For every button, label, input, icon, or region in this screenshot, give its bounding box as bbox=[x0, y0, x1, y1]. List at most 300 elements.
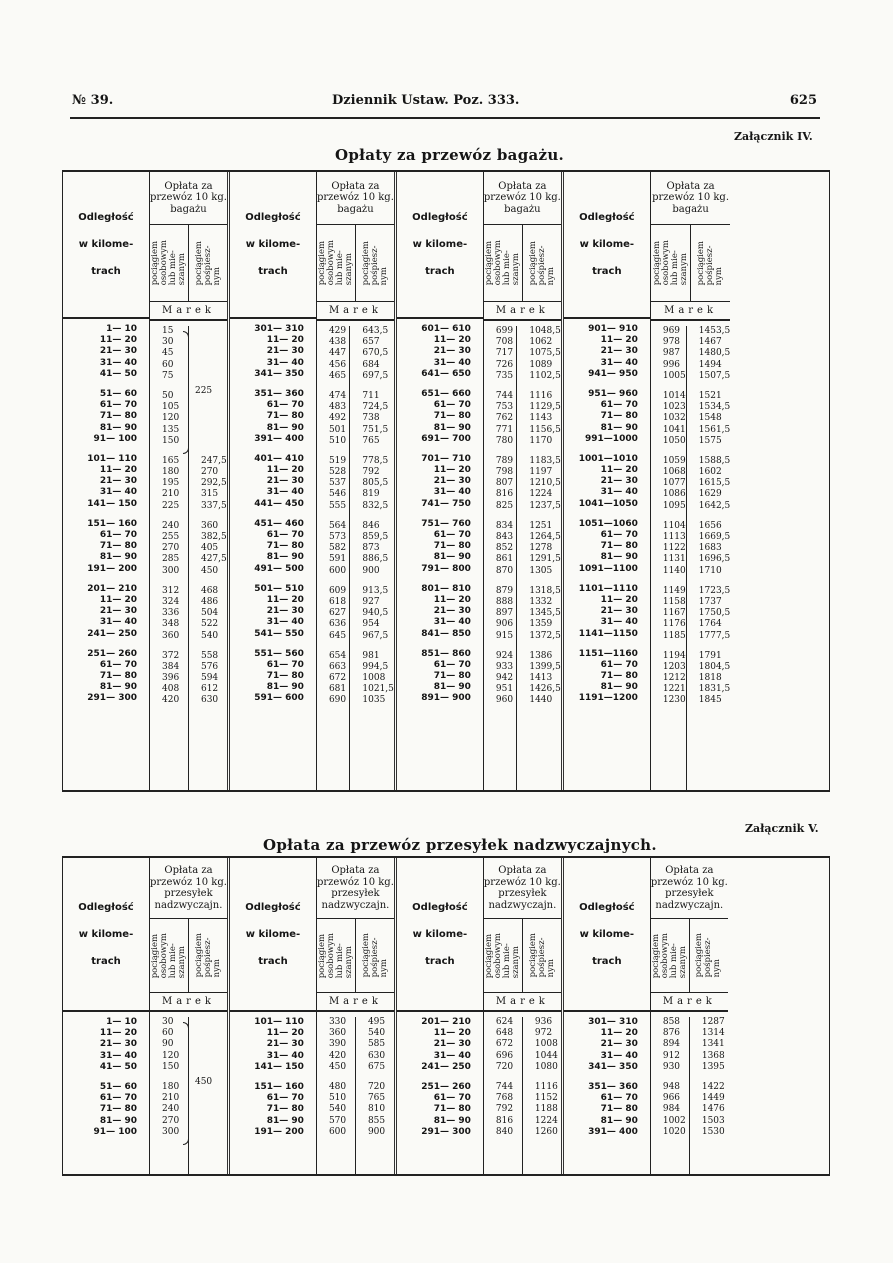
passenger-fee: 834 bbox=[495, 520, 514, 531]
express-fee: 792 bbox=[362, 467, 380, 478]
express-fee: 1602 bbox=[698, 467, 722, 478]
distance-range: 11— 20 bbox=[99, 465, 137, 476]
express-fee: 1440 bbox=[529, 695, 553, 706]
distance-range: 11— 20 bbox=[433, 1028, 471, 1039]
passenger-train-label: pociągiem osobowym lub mie- szanym bbox=[651, 932, 688, 979]
passenger-fee: 906 bbox=[495, 619, 514, 630]
distance-range: 241— 250 bbox=[87, 628, 137, 639]
block-gap bbox=[535, 1073, 561, 1082]
page-header bbox=[72, 93, 817, 115]
distance-range: 21— 30 bbox=[99, 1039, 137, 1050]
distance-range: 291— 300 bbox=[87, 693, 137, 704]
distance-header-line: trach bbox=[592, 266, 622, 277]
express-fee bbox=[201, 337, 227, 348]
passenger-fee: 636 bbox=[328, 619, 347, 630]
distance-range: 51— 60 bbox=[99, 1081, 137, 1092]
passenger-train-label: pociągiem osobowym lub mie- szanym bbox=[317, 932, 354, 979]
passenger-fee-column bbox=[317, 326, 350, 790]
fee-header: Opłata za przewóz 10 kg. przesyłek nadzwyczajn. bbox=[150, 858, 227, 919]
distance-header-line: trach bbox=[91, 266, 121, 277]
express-fee: 292,5 bbox=[200, 478, 227, 489]
column-group bbox=[63, 172, 230, 790]
passenger-fee: 300 bbox=[162, 1126, 180, 1137]
passenger-fee: 1212 bbox=[662, 673, 686, 684]
distance-range: 91— 100 bbox=[93, 1126, 137, 1137]
distance-range: 441— 450 bbox=[254, 498, 304, 509]
express-fee: 495 bbox=[367, 1017, 386, 1027]
block-gap bbox=[663, 512, 686, 521]
distance-range: 1141—1150 bbox=[578, 628, 638, 639]
express-train-label: pociągiem pośpiesz- nym bbox=[696, 240, 725, 286]
distance-header-line: Odległość bbox=[579, 212, 635, 223]
express-train-header bbox=[189, 225, 227, 301]
distance-range: 71— 80 bbox=[433, 411, 471, 422]
express-fee: 1764 bbox=[698, 619, 722, 630]
passenger-fee: 696 bbox=[495, 1050, 514, 1061]
block-gap bbox=[201, 577, 227, 586]
passenger-fee: 75 bbox=[162, 370, 174, 381]
express-fee: 1791 bbox=[698, 650, 722, 661]
distance-range: 1001—1010 bbox=[578, 453, 638, 464]
distance-range: 551— 560 bbox=[254, 648, 304, 659]
distance-range: 11— 20 bbox=[600, 1028, 638, 1039]
express-fee: 468 bbox=[200, 585, 219, 596]
distance-range: 1151—1160 bbox=[578, 648, 638, 659]
express-fee: 594 bbox=[200, 673, 219, 684]
distance-range: 791— 800 bbox=[421, 563, 471, 574]
block-gap bbox=[663, 577, 686, 586]
passenger-fee: 1077 bbox=[662, 478, 686, 489]
express-fee: 967,5 bbox=[362, 630, 389, 641]
passenger-fee: 300 bbox=[162, 565, 180, 576]
distance-values bbox=[230, 319, 316, 705]
distance-range: 451— 460 bbox=[254, 518, 304, 529]
train-type-headers bbox=[150, 919, 227, 993]
flat-express-fee: 225 bbox=[194, 385, 213, 396]
express-fee: 657 bbox=[362, 337, 380, 348]
distance-range: 81— 90 bbox=[433, 1115, 471, 1126]
block-gap bbox=[529, 447, 561, 456]
passenger-fee: 510 bbox=[328, 1093, 347, 1104]
distance-range: 61— 70 bbox=[433, 1093, 471, 1104]
express-fee: 1044 bbox=[534, 1050, 558, 1061]
distance-header-line: trach bbox=[425, 955, 455, 967]
passenger-fee: 438 bbox=[328, 337, 347, 348]
passenger-fee: 840 bbox=[495, 1126, 514, 1137]
express-fee bbox=[201, 371, 227, 382]
distance-range: 391— 400 bbox=[588, 1126, 638, 1137]
fee-values bbox=[150, 321, 227, 790]
distance-range: 701— 710 bbox=[421, 453, 471, 464]
distance-header bbox=[230, 858, 316, 1012]
express-fee: 1399,5 bbox=[529, 661, 561, 672]
passenger-fee: 1158 bbox=[662, 596, 686, 607]
passenger-train-header bbox=[651, 225, 691, 301]
distance-range: 61— 70 bbox=[600, 1093, 638, 1104]
distance-range: 61— 70 bbox=[99, 1093, 137, 1104]
fee-columns bbox=[317, 172, 394, 790]
express-fee: 1260 bbox=[534, 1126, 558, 1137]
express-fee: 886,5 bbox=[362, 554, 389, 565]
passenger-fee: 165 bbox=[162, 455, 180, 466]
distance-range: 71— 80 bbox=[600, 541, 638, 552]
express-fee: 337,5 bbox=[200, 500, 227, 511]
distance-range: 71— 80 bbox=[99, 1104, 137, 1115]
distance-range: 751— 760 bbox=[421, 518, 471, 529]
express-fee: 1341 bbox=[701, 1039, 725, 1050]
express-fee bbox=[201, 1051, 227, 1062]
passenger-fee: 360 bbox=[162, 630, 180, 641]
distance-range: 1191—1200 bbox=[578, 693, 638, 704]
express-fee: 1008 bbox=[534, 1039, 558, 1050]
express-train-label: pociągiem pośpiesz- nym bbox=[193, 240, 222, 286]
passenger-fee: 690 bbox=[328, 695, 347, 706]
passenger-fee-column bbox=[651, 326, 687, 790]
distance-header-line: w kilome- bbox=[579, 239, 635, 250]
passenger-fee: 540 bbox=[328, 1104, 347, 1115]
passenger-train-header bbox=[317, 919, 356, 992]
express-fee: 724,5 bbox=[362, 402, 389, 413]
passenger-fee: 312 bbox=[162, 585, 180, 596]
fee-values bbox=[317, 1012, 394, 1174]
express-fee: 1116 bbox=[534, 1081, 558, 1092]
distance-range: 31— 40 bbox=[99, 617, 137, 628]
express-fee: 1345,5 bbox=[529, 608, 561, 619]
distance-header-line: trach bbox=[91, 955, 121, 967]
distance-range: 81— 90 bbox=[266, 682, 304, 693]
express-fee: 738 bbox=[362, 413, 380, 424]
passenger-fee: 555 bbox=[328, 500, 347, 511]
passenger-fee: 744 bbox=[495, 390, 514, 401]
distance-range: 11— 20 bbox=[600, 594, 638, 605]
block-gap bbox=[362, 382, 394, 391]
passenger-fee: 852 bbox=[495, 543, 514, 554]
passenger-fee: 573 bbox=[328, 532, 347, 542]
passenger-fee: 648 bbox=[495, 1028, 514, 1039]
passenger-fee: 1014 bbox=[662, 390, 686, 401]
distance-header-line: w kilome- bbox=[78, 928, 134, 940]
distance-header bbox=[63, 172, 149, 319]
distance-values bbox=[63, 319, 149, 705]
express-fee: 270 bbox=[200, 467, 219, 478]
distance-header-line: w kilome- bbox=[245, 239, 301, 250]
express-fee: 1372,5 bbox=[529, 630, 561, 641]
block-gap bbox=[699, 512, 731, 521]
distance-range: 61— 70 bbox=[266, 659, 304, 670]
passenger-train-label: pociągiem osobowym lub mie- szanym bbox=[150, 240, 187, 286]
train-type-headers bbox=[651, 225, 730, 302]
passenger-fee: 60 bbox=[162, 359, 174, 370]
passenger-fee: 1122 bbox=[662, 543, 686, 554]
distance-range: 741— 750 bbox=[421, 498, 471, 509]
block-gap bbox=[529, 512, 561, 521]
express-fee: 1048,5 bbox=[529, 326, 561, 336]
passenger-fee: 915 bbox=[495, 630, 514, 641]
passenger-fee: 744 bbox=[495, 1081, 514, 1092]
express-fee: 1453,5 bbox=[698, 326, 731, 336]
block-gap bbox=[201, 512, 227, 521]
distance-range: 81— 90 bbox=[99, 1115, 137, 1126]
passenger-fee: 843 bbox=[495, 532, 514, 542]
distance-range: 31— 40 bbox=[266, 617, 304, 628]
distance-range: 71— 80 bbox=[266, 541, 304, 552]
passenger-fee: 348 bbox=[162, 619, 180, 630]
distance-range: 601— 610 bbox=[421, 324, 471, 334]
distance-range: 71— 80 bbox=[433, 1104, 471, 1115]
express-fee bbox=[201, 348, 227, 359]
fee-header: Opłata za przewóz 10 kg. bagażu bbox=[651, 172, 730, 225]
passenger-fee: 1086 bbox=[662, 489, 686, 500]
block-gap bbox=[699, 642, 731, 651]
express-fee-column bbox=[690, 1017, 728, 1174]
distance-range: 81— 90 bbox=[600, 682, 638, 693]
block-gap bbox=[329, 512, 349, 521]
distance-header-line: Odległość bbox=[412, 212, 468, 223]
express-train-label: pociągiem pośpiesz- nym bbox=[193, 933, 222, 978]
distance-range: 151— 160 bbox=[87, 518, 137, 529]
distance-values bbox=[397, 1012, 483, 1138]
express-fee: 1386 bbox=[529, 650, 553, 661]
passenger-train-label: pociągiem osobowym lub mie- szanym bbox=[317, 240, 354, 286]
distance-range: 61— 70 bbox=[433, 400, 471, 411]
distance-range: 31— 40 bbox=[99, 1050, 137, 1061]
passenger-fee: 600 bbox=[328, 1126, 347, 1137]
passenger-fee: 951 bbox=[495, 684, 514, 695]
distance-range: 201— 210 bbox=[87, 583, 137, 594]
express-fee: 1777,5 bbox=[698, 630, 731, 641]
express-fee: 940,5 bbox=[362, 608, 389, 619]
express-fee: 1197 bbox=[529, 467, 553, 478]
passenger-fee: 582 bbox=[328, 543, 347, 554]
passenger-fee: 942 bbox=[495, 673, 514, 684]
express-fee: 1237,5 bbox=[529, 500, 561, 511]
express-fee: 1696,5 bbox=[698, 554, 731, 565]
passenger-fee: 180 bbox=[162, 467, 180, 478]
distance-header-line: w kilome- bbox=[245, 928, 301, 940]
express-fee: 859,5 bbox=[362, 532, 389, 542]
block-gap bbox=[663, 447, 686, 456]
passenger-fee-column bbox=[484, 1017, 523, 1174]
express-fee: 576 bbox=[200, 661, 219, 672]
distance-range: 81— 90 bbox=[433, 682, 471, 693]
distance-header-line: w kilome- bbox=[412, 239, 468, 250]
express-fee: 1008 bbox=[362, 673, 386, 684]
currency-unit: Marek bbox=[484, 993, 561, 1012]
passenger-train-header bbox=[150, 919, 189, 992]
block-gap bbox=[162, 512, 188, 521]
distance-range: 61— 70 bbox=[99, 400, 137, 411]
train-type-headers bbox=[484, 919, 561, 993]
express-fee: 1449 bbox=[701, 1093, 725, 1104]
special-shipment-fee-table bbox=[62, 856, 830, 1176]
distance-range: 81— 90 bbox=[600, 1115, 638, 1126]
distance-range: 31— 40 bbox=[600, 617, 638, 628]
passenger-fee: 450 bbox=[328, 1061, 347, 1072]
express-fee: 1395 bbox=[701, 1061, 725, 1072]
passenger-fee: 150 bbox=[162, 435, 180, 446]
express-fee: 981 bbox=[362, 650, 380, 661]
passenger-fee: 360 bbox=[328, 1028, 347, 1039]
distance-range: 21— 30 bbox=[433, 346, 471, 357]
distance-range: 61— 70 bbox=[600, 659, 638, 670]
passenger-fee: 135 bbox=[162, 424, 180, 435]
passenger-train-header bbox=[651, 919, 690, 992]
distance-range: 191— 200 bbox=[87, 563, 137, 574]
fee-values bbox=[651, 1012, 728, 1174]
passenger-fee: 933 bbox=[495, 661, 514, 672]
passenger-fee: 816 bbox=[495, 489, 514, 500]
passenger-fee: 429 bbox=[328, 326, 347, 336]
passenger-fee: 1221 bbox=[662, 684, 686, 695]
fee-values bbox=[484, 321, 561, 790]
express-fee: 1476 bbox=[701, 1104, 725, 1115]
column-group bbox=[397, 172, 564, 790]
distance-range: 71— 80 bbox=[600, 671, 638, 682]
distance-header bbox=[397, 858, 483, 1012]
passenger-fee: 45 bbox=[162, 348, 174, 359]
distance-range: 11— 20 bbox=[99, 594, 137, 605]
express-fee: 1224 bbox=[534, 1115, 558, 1126]
fee-columns bbox=[484, 172, 561, 790]
page-number: 625 bbox=[789, 93, 817, 108]
passenger-train-header bbox=[484, 225, 523, 301]
passenger-fee: 483 bbox=[328, 402, 347, 413]
distance-header-line: Odległość bbox=[412, 901, 468, 913]
express-fee: 1507,5 bbox=[698, 370, 731, 381]
passenger-fee: 876 bbox=[662, 1028, 681, 1039]
distance-range: 21— 30 bbox=[99, 476, 137, 487]
distance-range: 71— 80 bbox=[600, 1104, 638, 1115]
fee-columns bbox=[150, 172, 227, 790]
express-train-header bbox=[189, 919, 227, 992]
passenger-fee: 948 bbox=[662, 1081, 681, 1092]
express-fee: 900 bbox=[367, 1126, 386, 1137]
column-group bbox=[397, 858, 564, 1174]
passenger-fee: 285 bbox=[162, 554, 180, 565]
passenger-fee: 726 bbox=[495, 359, 514, 370]
passenger-fee: 870 bbox=[495, 565, 514, 576]
express-fee: 1287 bbox=[701, 1017, 725, 1027]
express-fee: 1183,5 bbox=[529, 455, 561, 466]
passenger-fee: 270 bbox=[162, 543, 180, 554]
passenger-fee: 480 bbox=[328, 1081, 347, 1092]
fee-columns bbox=[484, 858, 561, 1174]
passenger-fee: 1131 bbox=[662, 554, 686, 565]
passenger-fee: 420 bbox=[328, 1050, 347, 1061]
currency-unit: Marek bbox=[317, 302, 394, 321]
passenger-fee: 798 bbox=[495, 467, 514, 478]
passenger-fee: 390 bbox=[328, 1039, 347, 1050]
distance-column bbox=[397, 858, 484, 1174]
distance-range: 21— 30 bbox=[266, 1039, 304, 1050]
passenger-fee: 717 bbox=[495, 348, 514, 359]
distance-range: 951— 960 bbox=[588, 388, 638, 399]
express-fee: 1480,5 bbox=[698, 348, 731, 359]
express-fee: 1089 bbox=[529, 359, 553, 370]
passenger-fee: 966 bbox=[662, 1093, 681, 1104]
distance-range: 501— 510 bbox=[254, 583, 304, 594]
express-fee: 1426,5 bbox=[529, 684, 561, 695]
distance-range: 1041—1050 bbox=[578, 498, 638, 509]
distance-column bbox=[63, 858, 150, 1174]
fee-header: Opłata za przewóz 10 kg. przesyłek nadzwyczajn. bbox=[484, 858, 561, 919]
train-type-headers bbox=[484, 225, 561, 302]
passenger-fee: 324 bbox=[162, 596, 180, 607]
passenger-fee: 924 bbox=[495, 650, 514, 661]
passenger-fee: 528 bbox=[328, 467, 347, 478]
block-gap bbox=[702, 1073, 728, 1082]
passenger-fee: 465 bbox=[328, 370, 347, 381]
block-gap bbox=[329, 642, 349, 651]
express-fee: 765 bbox=[362, 435, 380, 446]
passenger-fee: 1068 bbox=[662, 467, 686, 478]
distance-range: 401— 410 bbox=[254, 453, 304, 464]
passenger-fee: 210 bbox=[162, 1093, 180, 1104]
passenger-fee: 996 bbox=[662, 359, 681, 370]
distance-range: 141— 150 bbox=[254, 1061, 304, 1072]
express-fee: 405 bbox=[200, 543, 219, 554]
distance-range: 61— 70 bbox=[99, 530, 137, 540]
express-fee: 670,5 bbox=[362, 348, 389, 359]
passenger-fee: 987 bbox=[662, 348, 681, 359]
distance-range: 141— 150 bbox=[87, 498, 137, 509]
distance-range: 801— 810 bbox=[421, 583, 471, 594]
passenger-fee: 894 bbox=[662, 1039, 681, 1050]
express-train-header bbox=[690, 919, 728, 992]
fee-columns bbox=[150, 858, 227, 1174]
express-fee: 720 bbox=[367, 1081, 386, 1092]
express-fee: 558 bbox=[200, 650, 219, 661]
distance-range: 21— 30 bbox=[266, 606, 304, 617]
distance-range: 71— 80 bbox=[266, 671, 304, 682]
distance-range: 11— 20 bbox=[433, 335, 471, 346]
express-fee: 711 bbox=[362, 390, 380, 401]
distance-range: 21— 30 bbox=[433, 476, 471, 487]
passenger-fee: 492 bbox=[328, 413, 347, 424]
passenger-fee: 270 bbox=[162, 1115, 180, 1126]
distance-header-line: trach bbox=[258, 266, 288, 277]
distance-range: 991—1000 bbox=[585, 433, 638, 444]
express-train-header bbox=[523, 225, 561, 301]
distance-values bbox=[230, 1012, 316, 1138]
distance-range: 291— 300 bbox=[421, 1126, 471, 1137]
express-fee: 1188 bbox=[534, 1104, 558, 1115]
passenger-fee: 888 bbox=[495, 596, 514, 607]
distance-range: 31— 40 bbox=[433, 617, 471, 628]
distance-range: 591— 600 bbox=[254, 693, 304, 704]
passenger-fee: 210 bbox=[162, 489, 180, 500]
express-fee: 1467 bbox=[698, 337, 722, 348]
currency-unit: Marek bbox=[651, 993, 728, 1012]
fee-header: Opłata za przewóz 10 kg. przesyłek nadzwyczajn. bbox=[651, 858, 728, 919]
express-fee: 630 bbox=[200, 695, 219, 706]
express-fee: 1548 bbox=[698, 413, 722, 424]
express-fee-column bbox=[189, 1017, 227, 1174]
express-fee: 927 bbox=[362, 596, 380, 607]
passenger-fee: 180 bbox=[162, 1081, 180, 1092]
express-fee: 765 bbox=[367, 1093, 386, 1104]
passenger-fee: 1032 bbox=[662, 413, 686, 424]
express-fee: 675 bbox=[367, 1061, 386, 1072]
distance-header-line: trach bbox=[592, 955, 622, 967]
passenger-fee: 384 bbox=[162, 661, 180, 672]
distance-header bbox=[397, 172, 483, 319]
express-fee: 540 bbox=[200, 630, 219, 641]
block-gap bbox=[496, 512, 516, 521]
distance-header bbox=[230, 172, 316, 319]
express-fee: 1251 bbox=[529, 520, 553, 531]
distance-range: 61— 70 bbox=[600, 400, 638, 411]
